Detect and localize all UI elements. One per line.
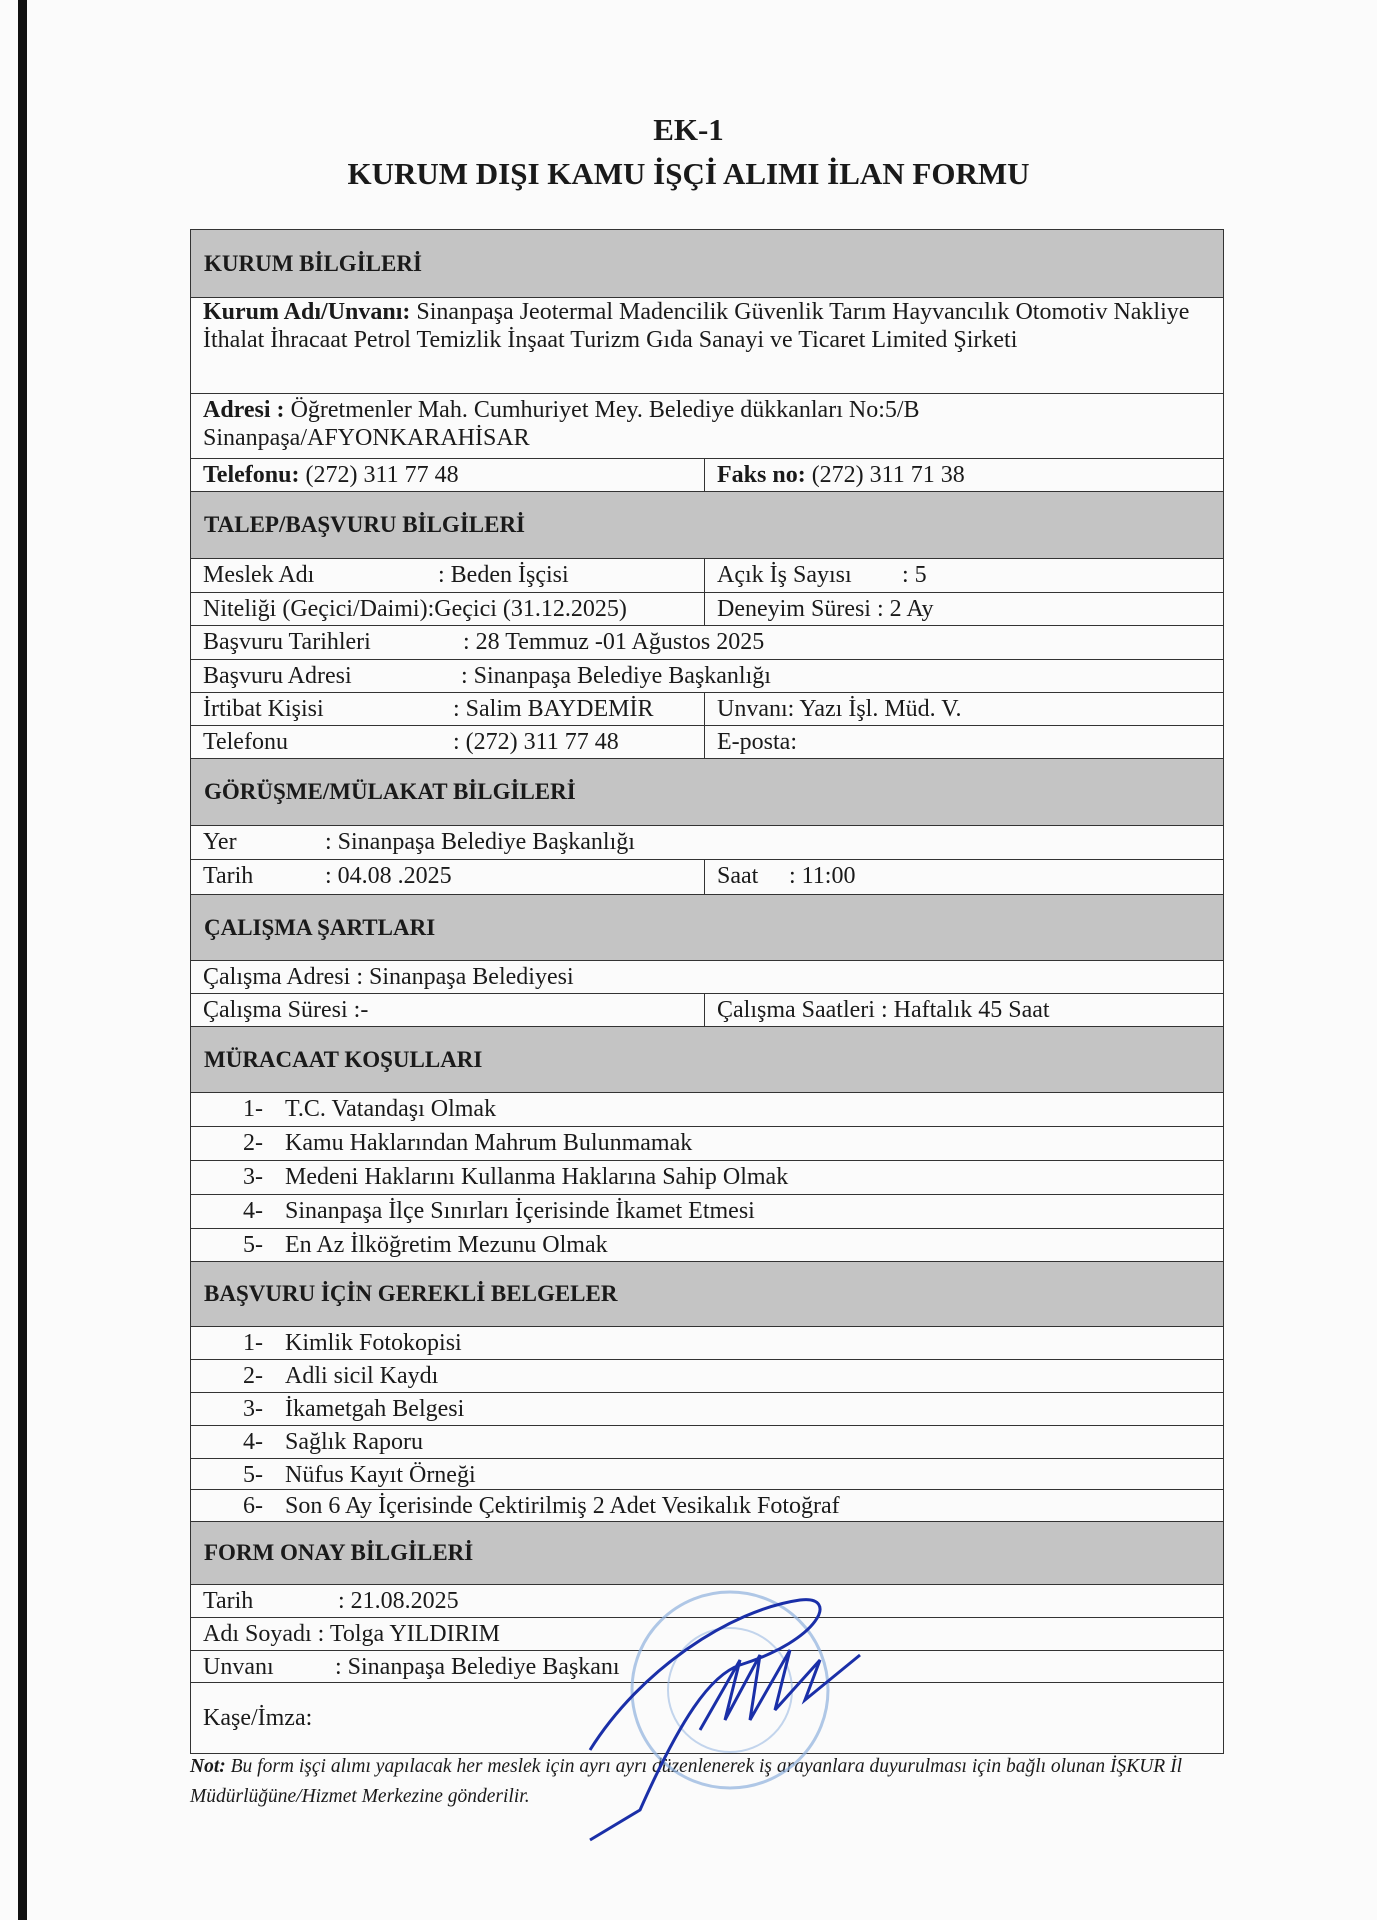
- item-text: Sinanpaşa İlçe Sınırları İçerisinde İkamet Etmesi: [285, 1198, 755, 1224]
- item-text: İkametgah Belgesi: [285, 1396, 465, 1422]
- item-number: 6-: [243, 1493, 263, 1519]
- stamp-and-signature: [560, 1580, 940, 1850]
- unvan: Unvanı: Yazı İşl. Müd. V.: [717, 696, 962, 722]
- label: Adresi :: [203, 397, 285, 423]
- kurum-address: Öğretmenler Mah. Cumhuriyet Mey. Belediye dükkanları No:5/B Sinanpaşa/AFYONKARAHİSAR: [203, 397, 920, 451]
- section-mulakat: GÖRÜŞME/MÜLAKAT BİLGİLERİ: [191, 759, 1223, 826]
- saat: : 11:00: [789, 863, 856, 889]
- item-text: En Az İlköğretim Mezunu Olmak: [285, 1232, 608, 1258]
- label: Unvanı: [203, 1654, 274, 1680]
- label: Telefonu: [203, 729, 288, 755]
- list-item: [191, 1393, 1223, 1426]
- calisma-adres-row: [191, 961, 1223, 994]
- tel-row: [191, 726, 1223, 759]
- note-label: Not:: [190, 1756, 226, 1777]
- deneyim: Deneyim Süresi : 2 Ay: [717, 596, 934, 622]
- item-number: 3-: [243, 1396, 263, 1422]
- kurum-address-row: [191, 394, 1223, 459]
- label: Yer: [203, 829, 237, 855]
- list-item: [191, 1327, 1223, 1360]
- adres-row: [191, 660, 1223, 693]
- list-item: [191, 1161, 1223, 1195]
- label: Başvuru Adresi: [203, 663, 352, 689]
- item-text: Adli sicil Kaydı: [285, 1363, 439, 1389]
- label: Tarih: [203, 863, 254, 889]
- fax: (272) 311 71 38: [811, 462, 965, 488]
- list-item: [191, 1093, 1223, 1127]
- calisma-sure-row: [191, 994, 1223, 1027]
- item-number: 4-: [243, 1429, 263, 1455]
- label: Saat: [717, 863, 759, 889]
- nitelik-row: [191, 593, 1223, 626]
- onay-tarih: : 21.08.2025: [338, 1588, 459, 1614]
- tel: : (272) 311 77 48: [453, 729, 619, 755]
- list-item: [191, 1229, 1223, 1262]
- nitelik: Niteliği (Geçici/Daimi):Geçici (31.12.2025): [191, 593, 705, 625]
- mulakat-tarih-row: [191, 860, 1223, 895]
- item-number: 4-: [243, 1198, 263, 1224]
- onay-unvan: : Sinanpaşa Belediye Başkanı: [335, 1654, 620, 1680]
- list-item: [191, 1195, 1223, 1229]
- label: Meslek Adı: [203, 562, 315, 588]
- list-item: [191, 1360, 1223, 1393]
- list-item: [191, 1426, 1223, 1459]
- onay-ad: : Tolga YILDIRIM: [317, 1621, 500, 1647]
- item-text: Medeni Haklarını Kullanma Haklarına Sahip Olmak: [285, 1164, 789, 1190]
- yer: : Sinanpaşa Belediye Başkanlığı: [325, 829, 635, 855]
- list-item: [191, 1490, 1223, 1522]
- section-kurum: KURUM BİLGİLERİ: [191, 230, 1223, 298]
- kurum-phone-row: [191, 459, 1223, 492]
- label: Kurum Adı/Unvanı:: [203, 299, 411, 325]
- section-calisma: ÇALIŞMA ŞARTLARI: [191, 895, 1223, 961]
- kurum-name-row: [191, 298, 1223, 394]
- scan-edge: [18, 0, 27, 1920]
- calisma-sure: Çalışma Süresi :-: [191, 994, 705, 1026]
- item-text: Son 6 Ay İçerisinde Çektirilmiş 2 Adet Vesikalık Fotoğraf: [285, 1493, 840, 1519]
- item-number: 5-: [243, 1462, 263, 1488]
- form-table: [190, 229, 1224, 1754]
- basvuru-adres: : Sinanpaşa Belediye Başkanlığı: [461, 663, 771, 689]
- section-onay: FORM ONAY BİLGİLERİ: [191, 1522, 1223, 1585]
- label: Açık İş Sayısı: [717, 562, 852, 588]
- form-title: KURUM DIŞI KAMU İŞÇİ ALIMI İLAN FORMU: [347, 156, 1030, 191]
- phone: (272) 311 77 48: [305, 462, 459, 488]
- basvuru-tarih: : 28 Temmuz -01 Ağustos 2025: [463, 629, 765, 655]
- tarih-row: [191, 626, 1223, 660]
- calisma-saat: Çalışma Saatleri : Haftalık 45 Saat: [717, 997, 1050, 1023]
- label: Tarih: [203, 1588, 254, 1614]
- item-number: 3-: [243, 1164, 263, 1190]
- item-number: 1-: [243, 1330, 263, 1356]
- irtibat: : Salim BAYDEMİR: [453, 696, 654, 722]
- item-text: Kimlik Fotokopisi: [285, 1330, 462, 1356]
- item-number: 5-: [243, 1232, 263, 1258]
- label: Adı Soyadı: [203, 1621, 312, 1647]
- item-number: 1-: [243, 1096, 263, 1122]
- irtibat-row: [191, 693, 1223, 726]
- note-text: Bu form işçi alımı yapılacak her meslek için ayrı ayrı düzenlenerek iş arayanlara duyurulması için bağlı olunan İŞKUR İl Müdürlüğüne/Hizmet Merkezine gönderilir.: [190, 1756, 1183, 1807]
- acik-is: : 5: [902, 562, 927, 588]
- meslek-row: [191, 559, 1223, 593]
- label: Başvuru Tarihleri: [203, 629, 371, 655]
- label: Telefonu:: [203, 462, 300, 488]
- list-item: [191, 1127, 1223, 1161]
- item-text: Sağlık Raporu: [285, 1429, 423, 1455]
- kurum-name: Sinanpaşa Jeotermal Madencilik Güvenlik Tarım Hayvancılık Otomotiv Nakliye İthalat İhracaat Petrol Temizlik İnşaat Turizm Gıda Sanayi ve Ticaret Limited Şirketi: [203, 299, 1190, 353]
- kase-imza-label: Kaşe/İmza:: [203, 1705, 313, 1731]
- section-kosullar: MÜRACAAT KOŞULLARI: [191, 1027, 1223, 1093]
- label: İrtibat Kişisi: [203, 696, 324, 722]
- annex-label: EK-1: [653, 112, 724, 147]
- item-number: 2-: [243, 1363, 263, 1389]
- mulakat-tarih: : 04.08 .2025: [325, 863, 452, 889]
- meslek: : Beden İşçisi: [438, 562, 569, 588]
- eposta: E-posta:: [717, 729, 797, 755]
- item-text: T.C. Vatandaşı Olmak: [285, 1096, 497, 1122]
- section-talep: TALEP/BAŞVURU BİLGİLERİ: [191, 492, 1223, 559]
- item-number: 2-: [243, 1130, 263, 1156]
- item-text: Kamu Haklarından Mahrum Bulunmamak: [285, 1130, 693, 1156]
- list-item: [191, 1459, 1223, 1490]
- item-text: Nüfus Kayıt Örneği: [285, 1462, 476, 1488]
- calisma-adres: Çalışma Adresi : Sinanpaşa Belediyesi: [203, 964, 574, 990]
- label: Faks no:: [717, 462, 806, 488]
- section-belgeler: BAŞVURU İÇİN GEREKLİ BELGELER: [191, 1262, 1223, 1327]
- yer-row: [191, 826, 1223, 860]
